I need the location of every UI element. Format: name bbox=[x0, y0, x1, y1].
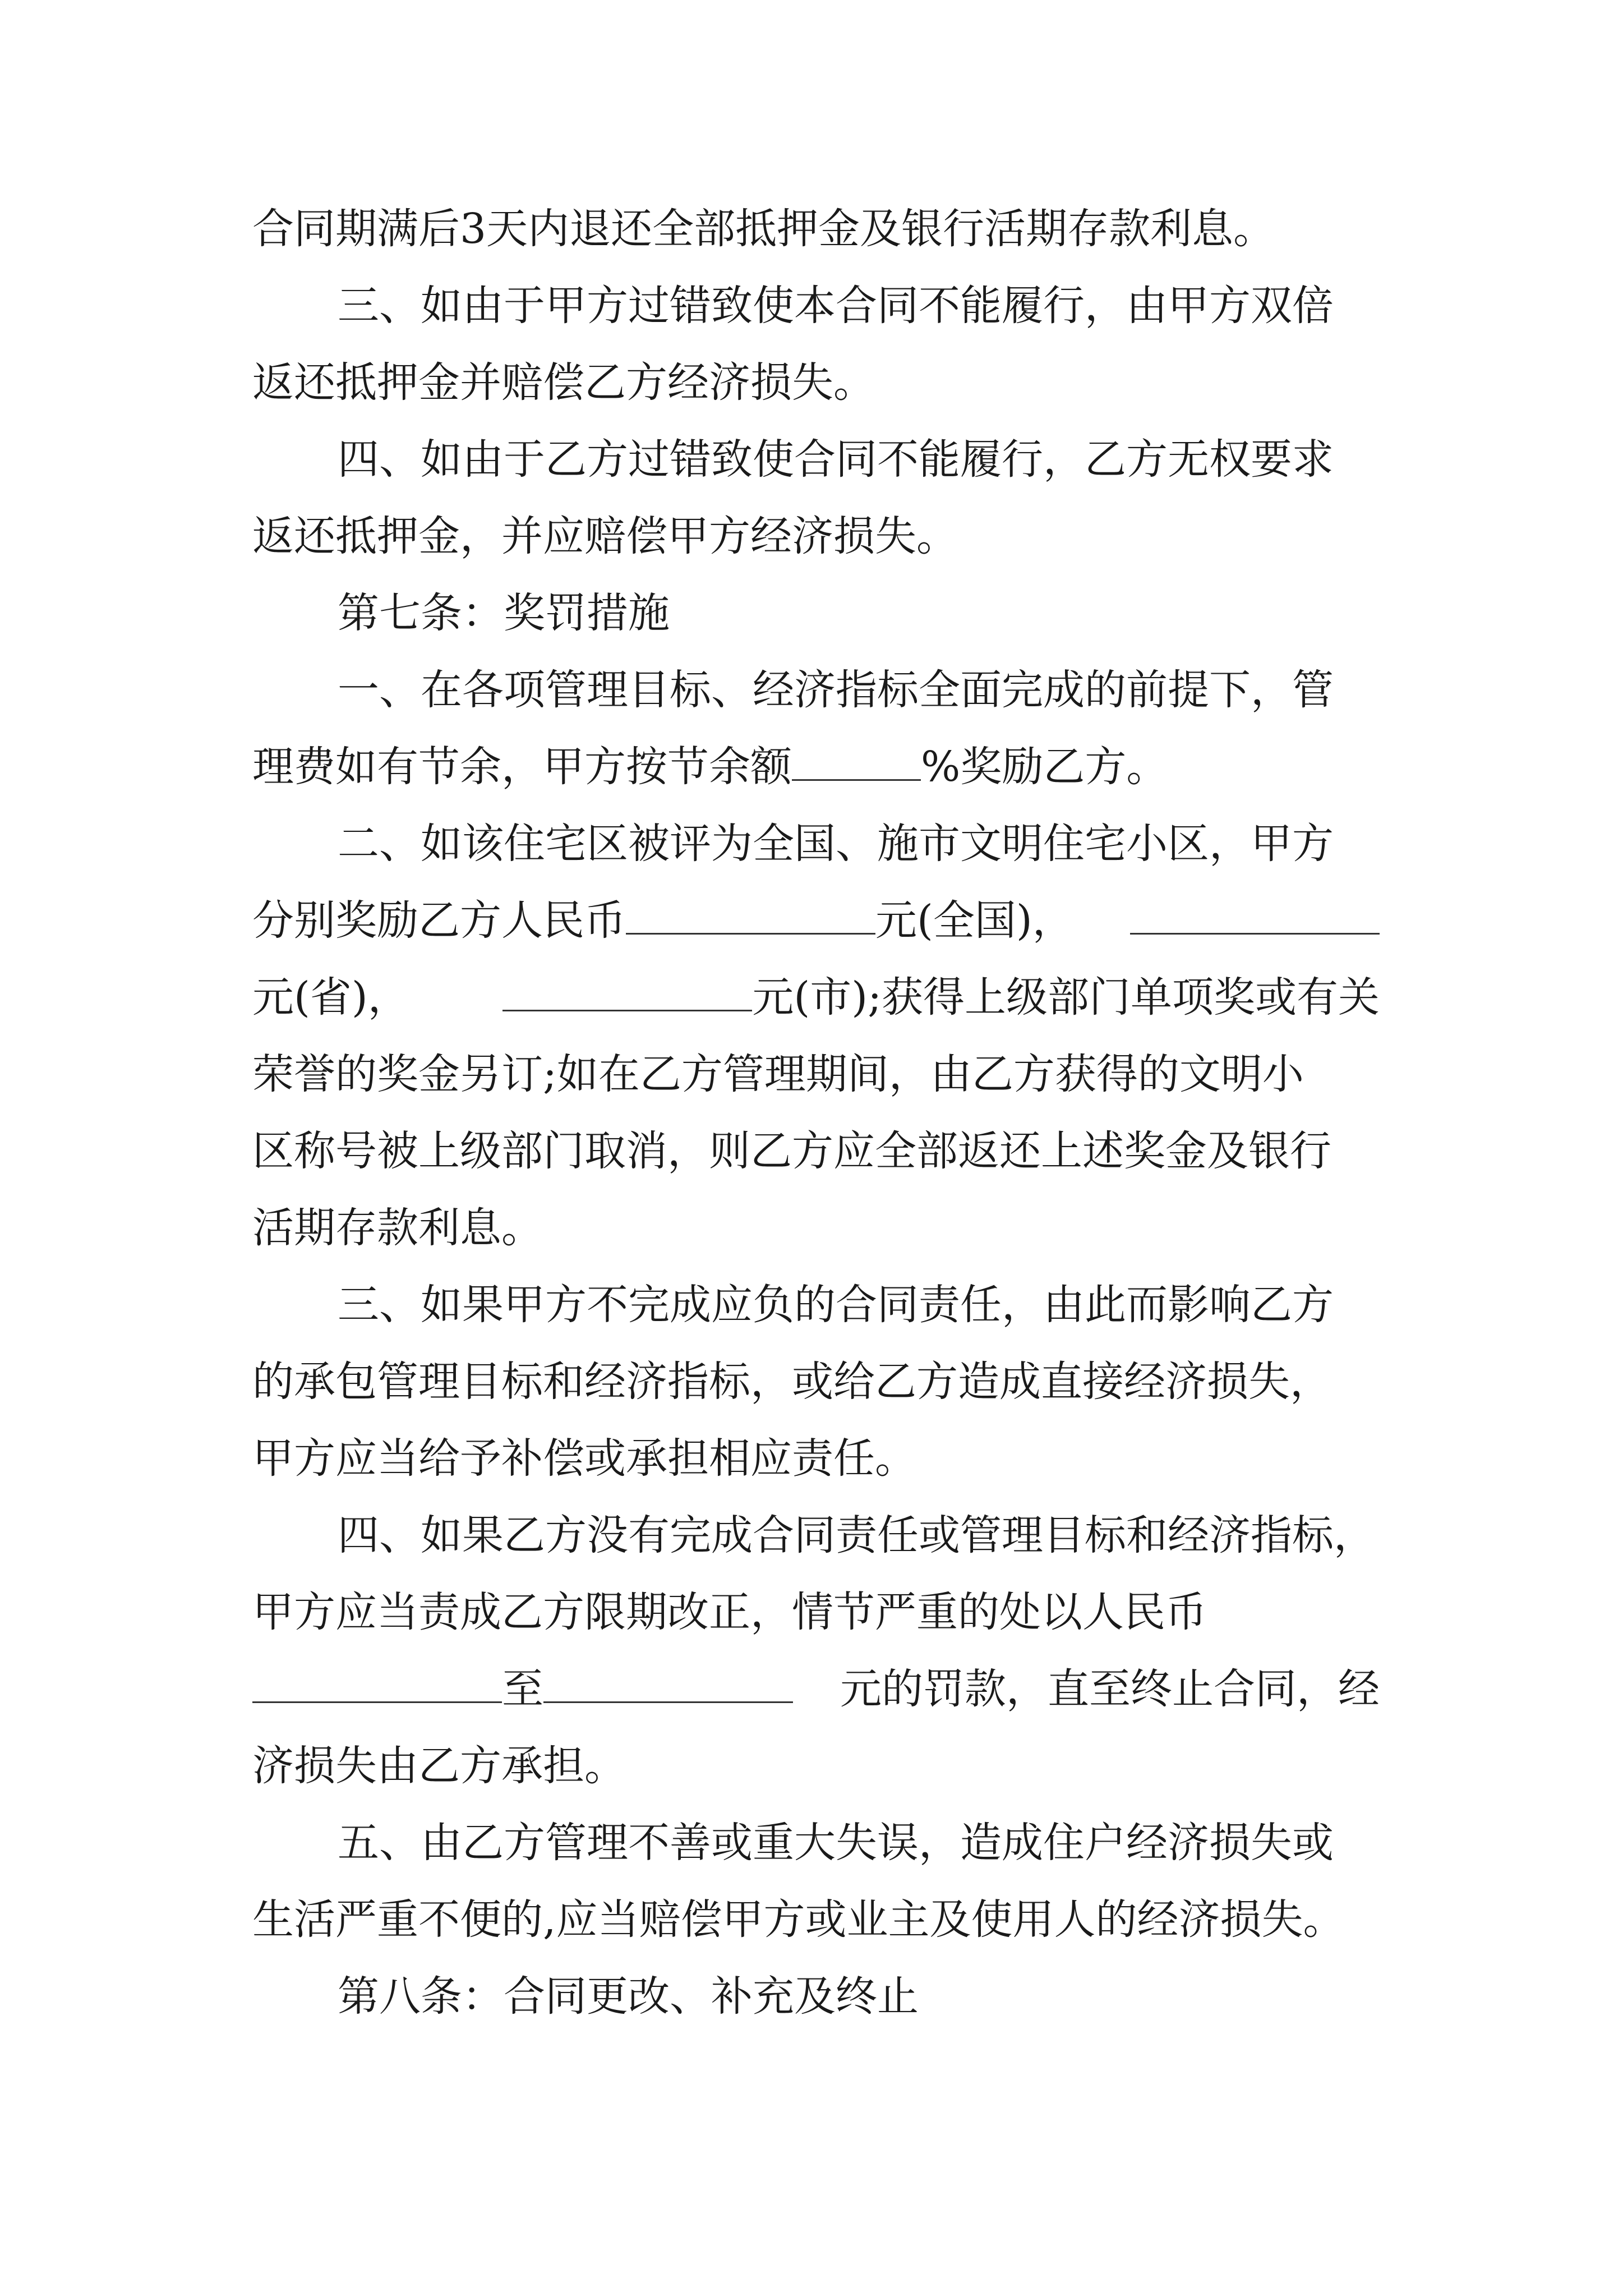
line-text: 甲方应当责成乙方限期改正，情节严重的处以人民币 bbox=[252, 1588, 1207, 1636]
heading-text: 第八条：合同更改、补充及终止 bbox=[338, 1972, 919, 2021]
reward-clause-1-line bbox=[252, 652, 1380, 729]
line-text: 返还抵押金并赔偿乙方经济损失。 bbox=[252, 358, 875, 407]
line-text: 返还抵押金，并应赔偿甲方经济损失。 bbox=[252, 512, 958, 560]
fill-in-blank bbox=[626, 898, 875, 935]
clause-3-line bbox=[252, 268, 1380, 344]
line-text: 二、如该住宅区被评为全国、施市文明住宅小区，甲方 bbox=[338, 820, 1334, 868]
line-text: 甲方应当给予补偿或承担相应责任。 bbox=[252, 1434, 916, 1483]
text-line bbox=[252, 1036, 1380, 1113]
clause-4-line bbox=[252, 421, 1380, 498]
line-text: 合同期满后3天内退还全部抵押金及银行活期存款利息。 bbox=[252, 205, 1275, 253]
line-text: 元(市);获得上级部门单项奖或有关 bbox=[752, 973, 1380, 1022]
line-segment bbox=[252, 882, 1074, 959]
text-line bbox=[252, 498, 1380, 575]
reward-clause-3-line bbox=[252, 1267, 1380, 1343]
text-line bbox=[252, 1881, 1380, 1958]
text-line bbox=[252, 1343, 1380, 1420]
text-line bbox=[252, 191, 1380, 268]
line-text: 四、如果乙方没有完成合同责任或管理目标和经济指标， bbox=[338, 1511, 1375, 1559]
text-line bbox=[252, 1728, 1380, 1805]
article-8-heading bbox=[252, 1958, 1380, 2035]
line-text: 理费如有节余，甲方按节余额 bbox=[252, 743, 792, 791]
line-text: 荣誉的奖金另订;如在乙方管理期间，由乙方获得的文明小 bbox=[252, 1050, 1304, 1098]
text-line bbox=[252, 882, 1380, 959]
fill-in-blank bbox=[1130, 898, 1380, 935]
line-text: 四、如由于乙方过错致使合同不能履行，乙方无权要求 bbox=[338, 435, 1334, 484]
reward-clause-4-line bbox=[252, 1497, 1380, 1574]
line-text: 三、如果甲方不完成应负的合同责任，由此而影响乙方 bbox=[338, 1281, 1334, 1329]
line-text: 元(全国)， bbox=[875, 896, 1074, 945]
fill-in-blank bbox=[543, 1667, 793, 1703]
fill-in-blank bbox=[502, 975, 752, 1011]
reward-clause-5-line bbox=[252, 1805, 1380, 1881]
line-text: %奖励乙方。 bbox=[921, 743, 1168, 791]
text-line bbox=[252, 1574, 1380, 1651]
text-line bbox=[252, 344, 1380, 421]
line-text: 一、在各项管理目标、经济指标全面完成的前提下，管 bbox=[338, 666, 1334, 714]
text-line bbox=[252, 729, 1380, 806]
article-7-heading bbox=[252, 575, 1380, 652]
line-text: 元的罚款，直至终止合同，经 bbox=[840, 1665, 1380, 1713]
text-line bbox=[252, 1113, 1380, 1190]
text-line bbox=[252, 1420, 1380, 1497]
text-line bbox=[252, 1651, 1380, 1728]
line-text: 区称号被上级部门取消，则乙方应全部返还上述奖金及银行 bbox=[252, 1127, 1331, 1175]
text-line bbox=[252, 1190, 1380, 1267]
line-text: 济损失由乙方承担。 bbox=[252, 1742, 626, 1790]
line-text: 的承包管理目标和经济指标，或给乙方造成直接经济损失， bbox=[252, 1358, 1331, 1406]
fill-in-blank bbox=[792, 744, 921, 781]
line-text: 活期存款利息。 bbox=[252, 1204, 543, 1252]
line-segment bbox=[252, 1651, 793, 1728]
line-text: 生活严重不便的,应当赔偿甲方或业主及使用人的经济损失。 bbox=[252, 1895, 1345, 1944]
line-text: 五、由乙方管理不善或重大失误，造成住户经济损失或 bbox=[338, 1819, 1334, 1867]
text-line bbox=[252, 959, 1380, 1036]
reward-clause-2-line bbox=[252, 806, 1380, 882]
heading-text: 第七条：奖罚措施 bbox=[338, 589, 670, 637]
contract-body bbox=[252, 191, 1380, 2035]
line-segment bbox=[502, 959, 1380, 1036]
fill-in-blank bbox=[252, 1667, 502, 1703]
line-text: 分别奖励乙方人民币 bbox=[252, 896, 626, 945]
line-text: 元(省)， bbox=[252, 973, 409, 1022]
line-text: 至 bbox=[502, 1665, 543, 1713]
line-text: 三、如由于甲方过错致使本合同不能履行，由甲方双倍 bbox=[338, 282, 1334, 330]
